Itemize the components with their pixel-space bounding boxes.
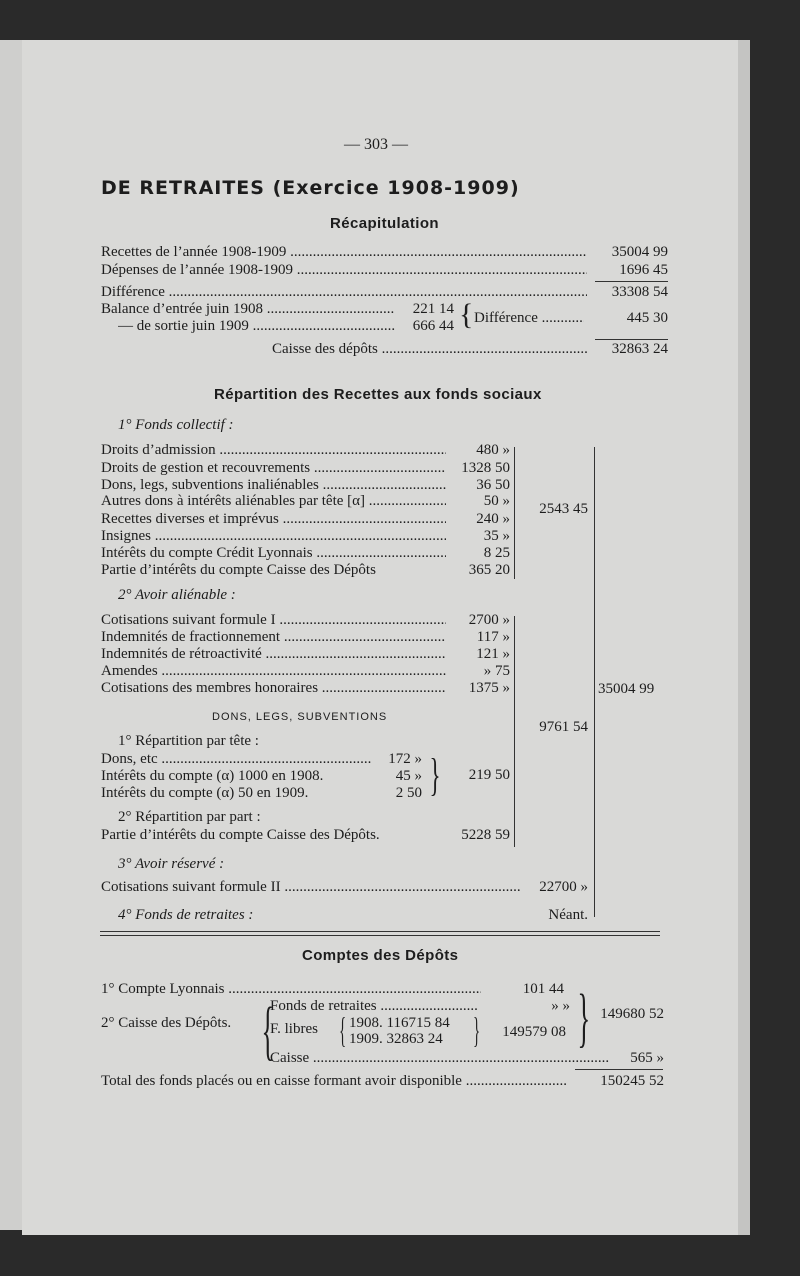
fc-row-label: Partie d’intérêts du compte Caisse des Dépôts <box>101 563 376 578</box>
rep-part-value: 5228 59 <box>461 827 510 843</box>
rep-tete-row-value: 2 50 <box>395 785 422 801</box>
avoir-alienable-title: 2° Avoir aliénable : <box>118 587 236 603</box>
aa-row-label: Indemnités de rétroactivité ..... <box>101 647 446 662</box>
fc-row-label: Dons, legs, subventions inaliénables ..... <box>101 478 446 493</box>
fc-row-value: 480 » <box>476 442 510 458</box>
rep-part-title: 2° Répartition par part : <box>118 809 261 825</box>
avoir-alienable-total: 9761 54 <box>539 719 588 735</box>
recap-row-value: 35004 99 <box>611 244 668 260</box>
rep-tete-row-label: Intérêts du compte (α) 50 en 1909. <box>101 785 309 801</box>
aa-row-value: 1375 » <box>468 680 510 696</box>
recap-row-label: Dépenses de l’année 1908-1909 ..... <box>101 263 587 278</box>
balance-sortie-value: 666 44 <box>412 318 454 334</box>
brace: { <box>261 994 275 1067</box>
rep-tete-row-value: 45 » <box>395 768 422 784</box>
balance-entree-label: Balance d’entrée juin 1908 ..... <box>101 302 395 317</box>
fc-row-value: 8 25 <box>483 545 510 561</box>
sum-rule <box>595 281 668 282</box>
page-title: DE RETRAITES (Exercice 1908-1909) <box>101 177 520 199</box>
fonds-retraites-label: Fonds de retraites ..... <box>270 999 478 1014</box>
caisse-depots-value: 32863 24 <box>611 341 668 357</box>
brace: } <box>429 749 441 800</box>
recap-row-label: Différence ..... <box>101 285 587 300</box>
lyonnais-value: 101 44 <box>522 981 564 997</box>
recap-row-value: 1696 45 <box>619 262 668 278</box>
aa-row-label: Amendes ..... <box>101 664 446 679</box>
difference-value: 445 30 <box>626 310 668 326</box>
comptes-heading: Comptes des Dépôts <box>302 947 459 964</box>
f-libres-1908: 1908. 116715 84 <box>349 1015 450 1031</box>
f-libres-label: F. libres <box>270 1021 318 1037</box>
rep-tete-total: 219 50 <box>468 767 510 783</box>
avoir-reserve-title: 3° Avoir réservé : <box>118 856 225 872</box>
lyonnais-label: 1° Compte Lyonnais ..... <box>101 982 481 997</box>
aa-row-value: » 75 <box>483 663 510 679</box>
fc-row-label: Droits de gestion et recouvrements ..... <box>101 461 446 476</box>
repartition-heading: Répartition des Recettes aux fonds sociaux <box>214 386 542 403</box>
total-label: Total des fonds placés ou en caisse formant avoir disponible ..... <box>101 1074 567 1089</box>
fonds-retraites-value: Néant. <box>548 907 588 923</box>
rep-tete-row-label: Dons, etc ..... <box>101 752 371 767</box>
dons-heading: DONS, LEGS, SUBVENTIONS <box>212 711 388 723</box>
fc-row-label: Autres dons à intérêts aliénables par tête [α] ..... <box>101 494 446 509</box>
fonds-collectif-title: 1° Fonds collectif : <box>118 417 234 433</box>
left-page-edge <box>0 40 22 1230</box>
page-number: — 303 — <box>344 136 408 153</box>
fc-row-value: 35 » <box>483 528 510 544</box>
f-libres-total: 149579 08 <box>502 1024 566 1040</box>
aa-row-label: Indemnités de fractionnement ..... <box>101 630 446 645</box>
aa-row-value: 2700 » <box>468 612 510 628</box>
caisse-depots-label: 2° Caisse des Dépôts. <box>101 1015 232 1031</box>
aa-row-label: Cotisations des membres honoraires ..... <box>101 681 446 696</box>
fc-row-label: Recettes diverses et imprévus ..... <box>101 512 446 527</box>
fc-row-value: 1328 50 <box>461 460 510 476</box>
avoir-reserve-value: 22700 » <box>539 879 588 895</box>
rep-tete-title: 1° Répartition par tête : <box>118 733 259 749</box>
fc-row-value: 50 » <box>483 493 510 509</box>
fc-row-label: Insignes ..... <box>101 529 446 544</box>
separator-rule <box>100 935 660 936</box>
comptes-subtotal: 149680 52 <box>600 1006 664 1022</box>
aa-row-label: Cotisations suivant formule I ..... <box>101 613 446 628</box>
repartition-grand-total: 35004 99 <box>598 681 655 697</box>
brace: { <box>459 298 474 331</box>
recap-heading: Récapitulation <box>330 215 439 232</box>
fc-row-value: 365 20 <box>468 562 510 578</box>
caisse-row-value: 565 » <box>630 1050 664 1066</box>
fonds-collectif-total: 2543 45 <box>539 501 588 517</box>
aa-row-value: 121 » <box>476 646 510 662</box>
brace: } <box>473 1010 481 1050</box>
fonds-retraites-value: » » <box>551 998 570 1014</box>
balance-sortie-label: — de sortie juin 1909 ..... <box>118 319 395 334</box>
brace: } <box>577 981 591 1054</box>
fc-row-value: 36 50 <box>476 477 510 493</box>
fc-row-value: 240 » <box>476 511 510 527</box>
right-page-edge <box>738 40 750 1235</box>
fonds-retraites-title: 4° Fonds de retraites : <box>118 907 254 923</box>
difference-label: Différence ..... <box>474 311 584 326</box>
separator-rule <box>100 931 660 932</box>
recap-row-label: Recettes de l’année 1908-1909 ..... <box>101 245 587 260</box>
fc-row-label: Intérêts du compte Crédit Lyonnais ..... <box>101 546 446 561</box>
aa-row-value: 117 » <box>476 629 510 645</box>
brace: { <box>339 1010 347 1050</box>
total-value: 150245 52 <box>600 1073 664 1089</box>
bracket-line <box>594 447 595 917</box>
sum-rule <box>595 339 668 340</box>
rep-tete-row-value: 172 » <box>388 751 422 767</box>
sum-rule <box>575 1069 663 1070</box>
caisse-depots-label: Caisse des dépôts ..... <box>272 342 587 357</box>
rep-part-label: Partie d’intérêts du compte Caisse des Dépôts. <box>101 827 380 843</box>
caisse-row-label: Caisse ..... <box>270 1051 610 1066</box>
balance-entree-value: 221 14 <box>412 301 454 317</box>
rep-tete-row-label: Intérêts du compte (α) 1000 en 1908. <box>101 768 324 784</box>
avoir-reserve-label: Cotisations suivant formule II ..... <box>101 880 521 895</box>
recap-row-value: 33308 54 <box>611 284 668 300</box>
f-libres-1909: 1909. 32863 24 <box>349 1031 443 1047</box>
fc-row-label: Droits d’admission ..... <box>101 443 446 458</box>
